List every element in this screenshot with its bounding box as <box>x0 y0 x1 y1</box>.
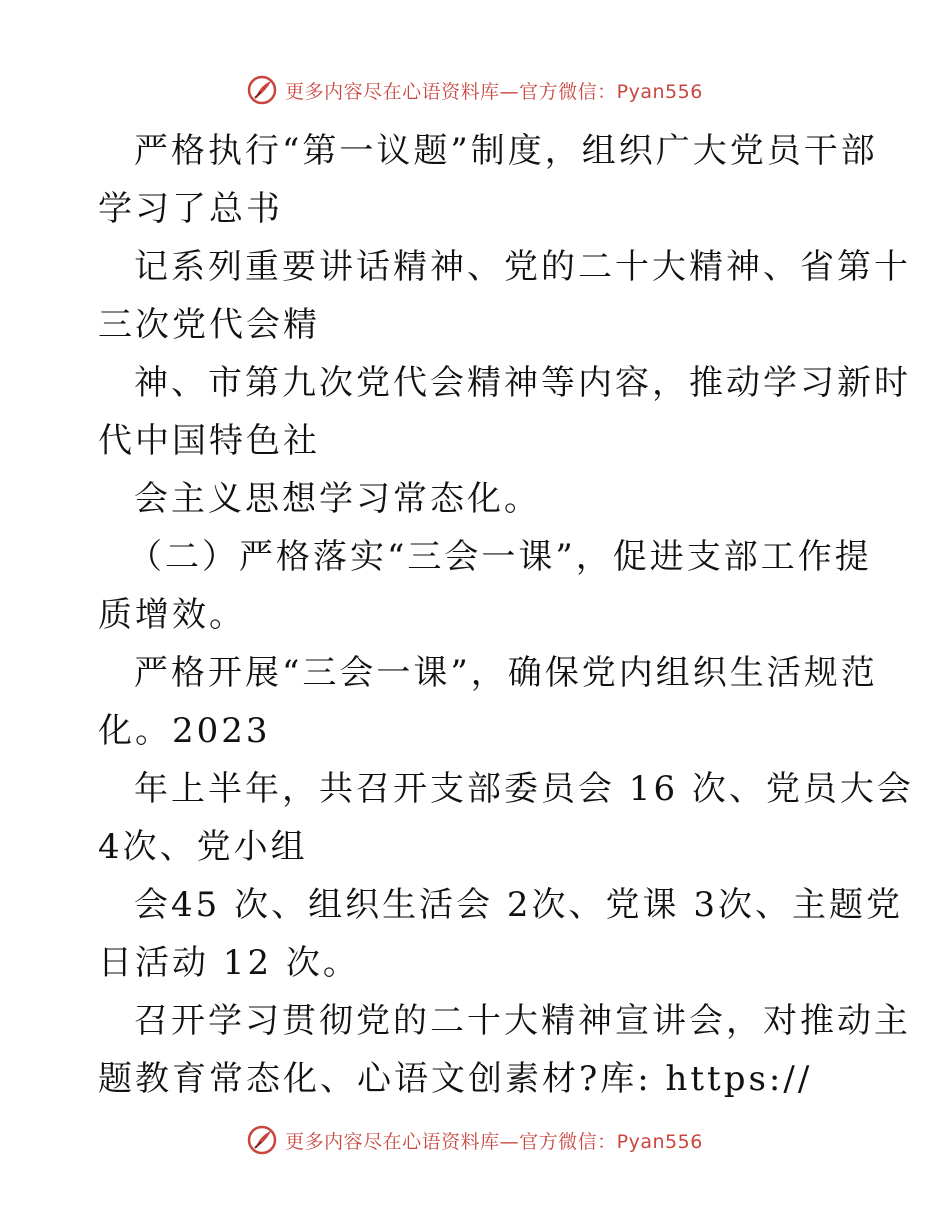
document-body <box>98 122 914 1108</box>
footer-watermark-banner <box>0 1120 950 1160</box>
header-watermark-banner <box>0 70 950 110</box>
paragraph-line: 年上半年，共召开支部委员会 16 次、党员大会 <box>134 769 914 809</box>
footer-watermark-text: 更多内容尽在心语资料库—官方微信：Pyan556 <box>285 1130 703 1153</box>
paragraph-line: 化。2023 <box>98 711 271 751</box>
paragraph-line: 严格执行“第一议题”制度，组织广大党员干部 <box>134 131 878 171</box>
paragraph-line: 严格开展“三会一课”，确保党内组织生活规范 <box>134 653 878 693</box>
paragraph-line: 题教育常态化、心语文创素材?库: https:// <box>98 1059 813 1099</box>
paragraph-line: 学习了总书 <box>98 189 283 229</box>
section-heading-line: （二）严格落实“三会一课”，促进支部工作提 <box>128 537 872 577</box>
paragraph-line: 会45 次、组织生活会 2次、党课 3次、主题党 <box>134 885 903 925</box>
feather-pen-logo-icon <box>247 1125 277 1155</box>
paragraph-line: 4次、党小组 <box>98 827 308 867</box>
paragraph-line: 会主义思想学习常态化。 <box>134 479 541 519</box>
feather-pen-logo-icon <box>247 75 277 105</box>
section-heading-line: 质增效。 <box>98 595 246 635</box>
paragraph-line: 三次党代会精 <box>98 305 320 345</box>
paragraph-line: 代中国特色社 <box>98 421 320 461</box>
paragraph-line: 神、市第九次党代会精神等内容，推动学习新时 <box>134 363 911 403</box>
paragraph-line: 召开学习贯彻党的二十大精神宣讲会，对推动主 <box>134 1001 911 1041</box>
paragraph-line: 日活动 12 次。 <box>98 943 360 983</box>
paragraph-line: 记系列重要讲话精神、党的二十大精神、省第十 <box>134 247 911 287</box>
header-watermark-text: 更多内容尽在心语资料库—官方微信：Pyan556 <box>285 80 703 103</box>
